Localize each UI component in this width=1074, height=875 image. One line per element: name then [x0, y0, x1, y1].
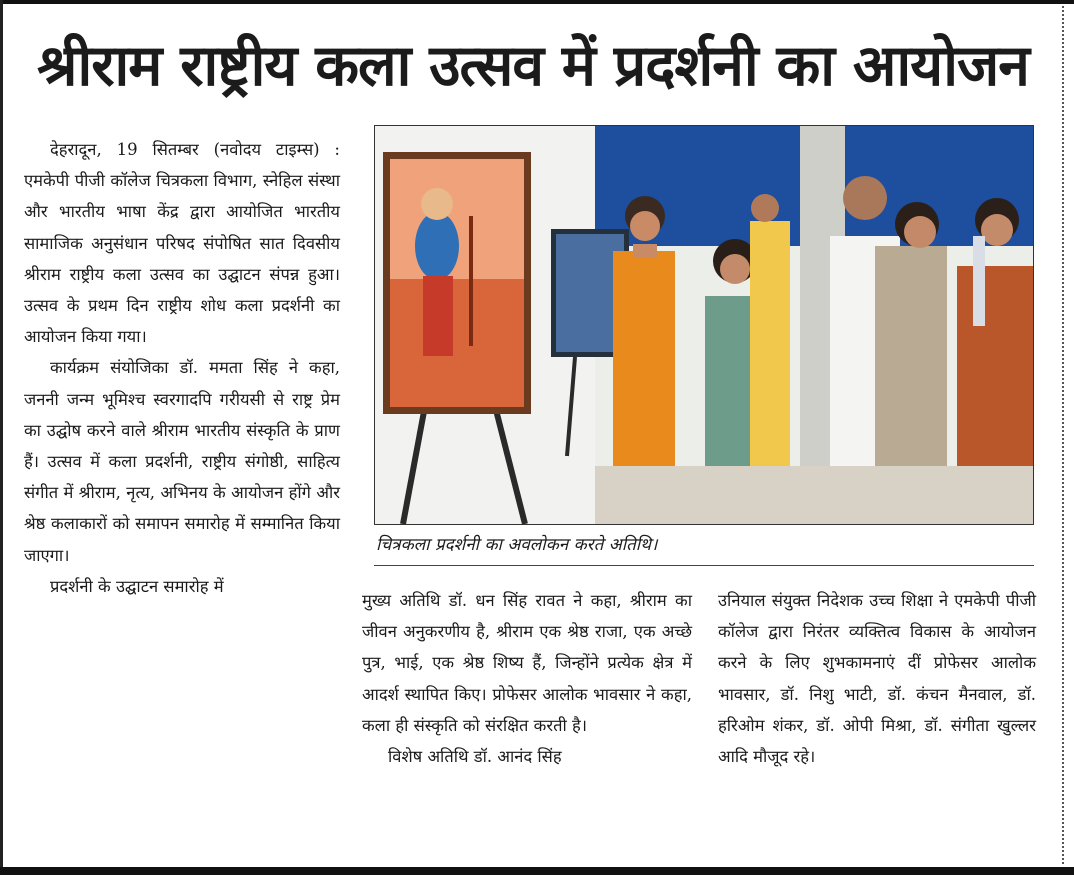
- article-right-column: [718, 585, 1036, 772]
- middle-paragraph-1: मुख्य अतिथि डॉ. धन सिंह रावत ने कहा, श्रीराम का जीवन अनुकरणीय है, श्रीराम एक श्रेष्ठ राजा, एक अच्छे पुत्र, भाई, एक श्रेष्ठ शिष्य हैं, जिन्होंने प्रत्येक क्षेत्र में आदर्श स्थापित किए। प्रोफेसर आलोक भावसार ने कहा, कला ही संस्कृति को संरक्षित करती है।: [362, 591, 692, 735]
- bottom-border: [0, 867, 1074, 875]
- left-paragraph-1: देहरादून, 19 सितम्बर (नवोदय टाइम्स) : एमकेपी पीजी कॉलेज चित्रकला विभाग, स्नेहिल संस्था और भारतीय भाषा केंद्र द्वारा आयोजित भारतीय सामाजिक अनुसंधान परिषद संपोषित सात दिवसीय श्रीराम राष्ट्रीय कला उत्सव का उद्घाटन संपन्न हुआ। उत्सव के प्रथम दिन राष्ट्रीय शोध कला प्रदर्शनी का आयोजन किया गया।: [24, 140, 340, 347]
- right-dotted-edge: [1062, 6, 1065, 864]
- left-paragraph-2: कार्यक्रम संयोजिका डॉ. ममता सिंह ने कहा, जननी जन्म भूमिश्च स्वरगादपि गरीयसी से राष्ट्र प्रेम का उद्घोष करने वाले श्रीराम भारतीय संस्कृति के प्राण हैं। उत्सव में कला प्रदर्शनी, राष्ट्रीय संगोष्ठी, साहित्य संगीत में श्रीराम, नृत्य, अभिनय के आयोजन होंगे और श्रेष्ठ कलाकारों को समापन समारोह में सम्मानित किया जाएगा।: [24, 358, 340, 565]
- photo-caption: चित्रकला प्रदर्शनी का अवलोकन करते अतिथि।: [376, 535, 658, 555]
- middle-paragraph-2: विशेष अतिथि डॉ. आनंद सिंह: [388, 747, 562, 767]
- article-left-column: [24, 134, 340, 602]
- event-photo: [374, 125, 1034, 525]
- top-border: [0, 0, 1074, 4]
- left-border: [0, 0, 3, 875]
- caption-divider: [374, 565, 1034, 566]
- left-paragraph-3: प्रदर्शनी के उद्घाटन समारोह में: [50, 576, 224, 596]
- event-photo-illustration: [375, 126, 1033, 524]
- right-paragraph-1: उनियाल संयुक्त निदेशक उच्च शिक्षा ने एमकेपी पीजी कॉलेज द्वारा निरंतर व्यक्तित्व विकास के आयोजन करने के लिए शुभकामनाएं दीं प्रोफेसर आलोक भावसार, डॉ. निशु भाटी, डॉ. कंचन मैनवाल, डॉ. हरिओम शंकर, डॉ. ओपी मिश्रा, डॉ. संगीता खुल्लर आदि मौजूद रहे।: [718, 591, 1036, 767]
- article-middle-column: [362, 585, 692, 772]
- article-headline: श्रीराम राष्ट्रीय कला उत्सव में प्रदर्शनी का आयोजन: [37, 33, 1029, 99]
